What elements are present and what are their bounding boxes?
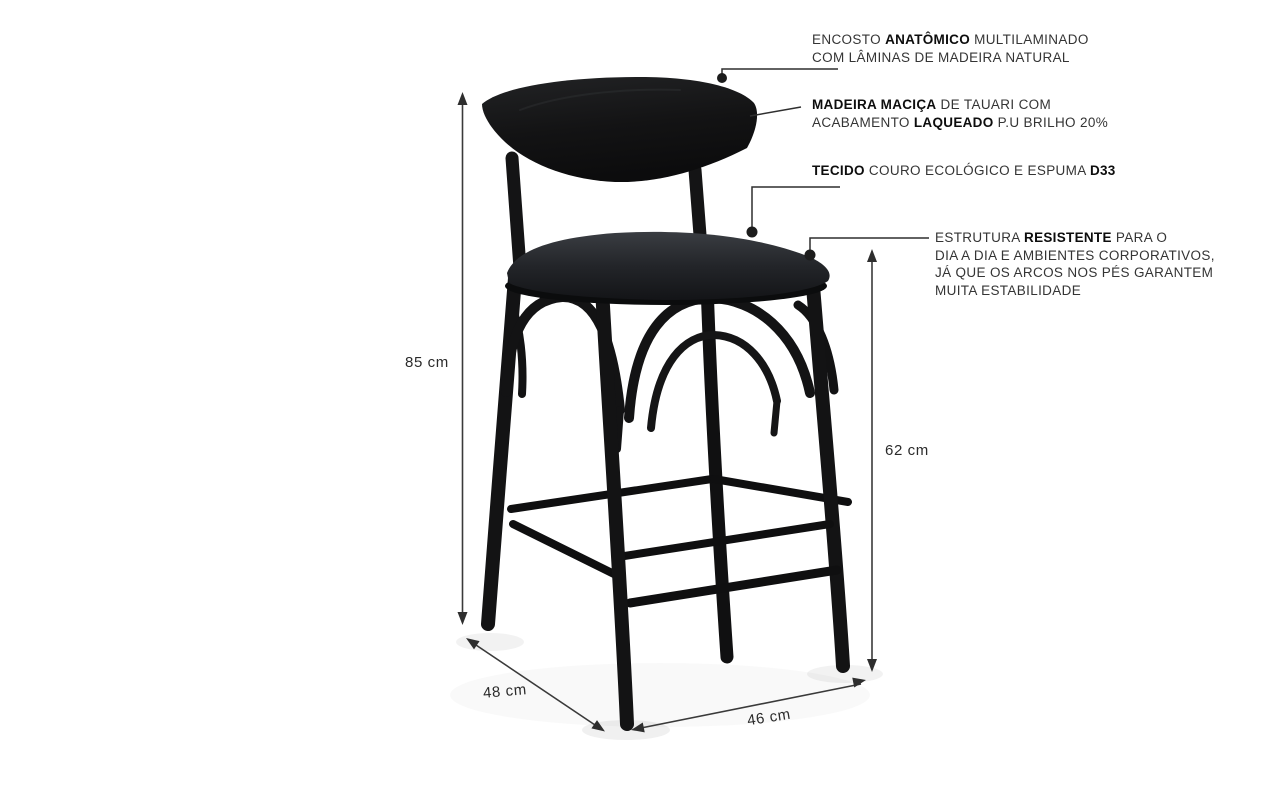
dimension-label-seat-height: 62 cm: [885, 442, 929, 459]
leader-tecido: [747, 187, 841, 238]
callout-line: ACABAMENTO LAQUEADO P.U BRILHO 20%: [812, 114, 1109, 130]
callout-line: COM LÂMINAS DE MADEIRA NATURAL: [812, 49, 1070, 65]
callout-line: ESTRUTURA RESISTENTE PARA O: [935, 230, 1168, 245]
leader-madeira: [750, 107, 801, 116]
seat-cushion: [507, 232, 830, 300]
callout-madeira: [812, 96, 1108, 131]
stool: [482, 77, 848, 724]
leader-dot-estrutura: [805, 250, 816, 261]
callout-line: JÁ QUE OS ARCOS NOS PÉS GARANTEM: [935, 265, 1214, 280]
dimension-label-width: 46 cm: [745, 705, 792, 730]
dimension-label-total-height: 85 cm: [405, 354, 449, 371]
leader-estrutura: [805, 238, 930, 261]
dimension-label-depth: 48 cm: [482, 681, 528, 702]
callout-line: DIA A DIA E AMBIENTES CORPORATIVOS,: [935, 247, 1215, 263]
callout-tecido: [812, 162, 1116, 180]
dimension-arrow-seat-height: [867, 249, 877, 672]
callout-line: ENCOSTO ANATÔMICO MULTILAMINADO: [812, 32, 1089, 47]
callout-line: MUITA ESTABILIDADE: [935, 282, 1082, 298]
callout-encosto: [812, 31, 1089, 66]
dimension-arrow-total-height: [458, 92, 468, 625]
callout-line: MADEIRA MACIÇA DE TAUARI COM: [812, 97, 1052, 112]
leader-dot-tecido: [747, 227, 758, 238]
leader-dot-encosto: [717, 73, 727, 83]
leader-encosto: [717, 69, 838, 83]
backrest: [482, 77, 757, 182]
callout-line: TECIDO COURO ECOLÓGICO E ESPUMA D33: [812, 163, 1116, 178]
callout-estrutura: [935, 229, 1215, 299]
